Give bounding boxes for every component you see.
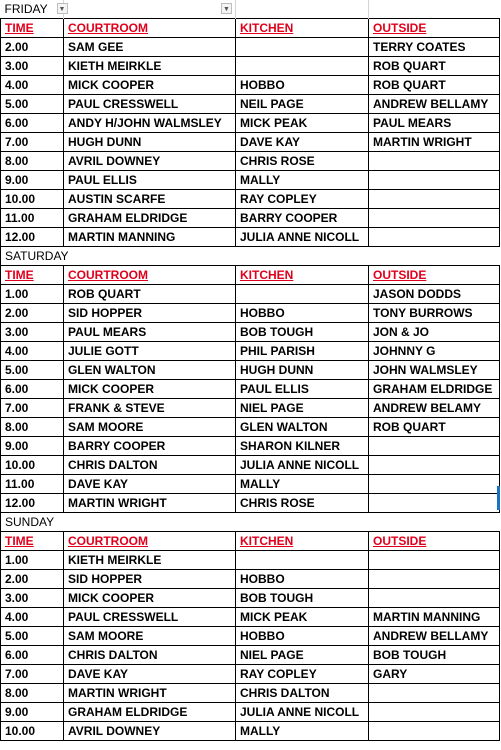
time-cell[interactable]: 1.00 bbox=[1, 551, 64, 570]
courtroom-cell[interactable]: ROB QUART bbox=[64, 285, 236, 304]
chevron-down-icon[interactable]: ▼ bbox=[221, 3, 232, 14]
courtroom-cell[interactable]: HUGH DUNN bbox=[64, 133, 236, 152]
time-cell[interactable]: 2.00 bbox=[1, 304, 64, 323]
kitchen-cell[interactable]: CHRIS ROSE bbox=[236, 152, 369, 171]
courtroom-cell[interactable]: CHRIS DALTON bbox=[64, 646, 236, 665]
time-cell[interactable]: 6.00 bbox=[1, 380, 64, 399]
kitchen-cell[interactable]: NEIL PAGE bbox=[236, 95, 369, 114]
outside-cell[interactable]: JON & JO bbox=[369, 323, 500, 342]
courtroom-cell[interactable]: MARTIN WRIGHT bbox=[64, 494, 236, 513]
table-row bbox=[1, 494, 500, 513]
table-row bbox=[1, 38, 500, 57]
kitchen-cell[interactable]: BOB TOUGH bbox=[236, 323, 369, 342]
column-header-courtroom[interactable]: COURTROOM bbox=[64, 266, 236, 285]
column-header-outside[interactable]: OUTSIDE bbox=[369, 19, 500, 38]
kitchen-cell[interactable] bbox=[236, 38, 369, 57]
column-header-kitchen[interactable]: KITCHEN bbox=[236, 19, 369, 38]
kitchen-cell[interactable]: MALLY bbox=[236, 171, 369, 190]
column-header-courtroom[interactable]: COURTROOM bbox=[64, 532, 236, 551]
table-row bbox=[1, 665, 500, 684]
time-cell[interactable]: 3.00 bbox=[1, 57, 64, 76]
table-row bbox=[1, 703, 500, 722]
courtroom-cell[interactable]: KIETH MEIRKLE bbox=[64, 551, 236, 570]
table-row bbox=[1, 342, 500, 361]
outside-cell[interactable] bbox=[369, 722, 500, 741]
time-cell[interactable]: 4.00 bbox=[1, 342, 64, 361]
courtroom-cell[interactable]: AUSTIN SCARFE bbox=[64, 190, 236, 209]
kitchen-cell[interactable]: PAUL ELLIS bbox=[236, 380, 369, 399]
outside-cell[interactable]: ANDREW BELLAMY bbox=[369, 95, 500, 114]
table-row bbox=[1, 361, 500, 380]
time-cell[interactable]: 9.00 bbox=[1, 703, 64, 722]
filter-cell-kitchen[interactable] bbox=[236, 0, 369, 19]
kitchen-cell[interactable]: HOBBO bbox=[236, 627, 369, 646]
courtroom-cell[interactable]: SAM MOORE bbox=[64, 627, 236, 646]
day-filter-label: FRIDAY bbox=[4, 2, 48, 17]
outside-cell[interactable]: ROB QUART bbox=[369, 418, 500, 437]
time-cell[interactable]: 11.00 bbox=[1, 209, 64, 228]
kitchen-cell[interactable]: MALLY bbox=[236, 722, 369, 741]
filter-header-row bbox=[1, 0, 500, 19]
kitchen-cell[interactable]: RAY COPLEY bbox=[236, 190, 369, 209]
table-row bbox=[1, 114, 500, 133]
outside-cell[interactable]: PAUL MEARS bbox=[369, 114, 500, 133]
table-row bbox=[1, 456, 500, 475]
table-row bbox=[1, 152, 500, 171]
time-cell[interactable]: 3.00 bbox=[1, 323, 64, 342]
courtroom-cell[interactable]: SID HOPPER bbox=[64, 570, 236, 589]
outside-cell[interactable] bbox=[369, 152, 500, 171]
time-cell[interactable]: 8.00 bbox=[1, 152, 64, 171]
kitchen-cell[interactable]: RAY COPLEY bbox=[236, 665, 369, 684]
courtroom-cell[interactable]: GRAHAM ELDRIDGE bbox=[64, 703, 236, 722]
time-cell[interactable]: 4.00 bbox=[1, 76, 64, 95]
table-row bbox=[1, 304, 500, 323]
kitchen-cell[interactable]: NIEL PAGE bbox=[236, 399, 369, 418]
table-row bbox=[1, 475, 500, 494]
time-cell[interactable]: 5.00 bbox=[1, 95, 64, 114]
courtroom-cell[interactable]: MARTIN WRIGHT bbox=[64, 684, 236, 703]
table-row bbox=[1, 323, 500, 342]
column-header-row bbox=[1, 532, 500, 551]
day-label[interactable]: SUNDAY bbox=[1, 513, 64, 532]
table-row bbox=[1, 646, 500, 665]
outside-cell[interactable]: MARTIN WRIGHT bbox=[369, 133, 500, 152]
time-cell[interactable]: 2.00 bbox=[1, 570, 64, 589]
filter-cell-day[interactable] bbox=[1, 0, 64, 19]
courtroom-cell[interactable]: BARRY COOPER bbox=[64, 437, 236, 456]
column-header-outside[interactable]: OUTSIDE bbox=[369, 266, 500, 285]
table-row bbox=[1, 171, 500, 190]
outside-cell[interactable] bbox=[369, 494, 500, 513]
table-row bbox=[1, 57, 500, 76]
kitchen-cell[interactable]: HOBBO bbox=[236, 76, 369, 95]
table-row bbox=[1, 608, 500, 627]
courtroom-cell[interactable]: CHRIS DALTON bbox=[64, 456, 236, 475]
table-row bbox=[1, 627, 500, 646]
courtroom-cell[interactable]: ANDY H/JOHN WALMSLEY bbox=[64, 114, 236, 133]
column-header-time[interactable]: TIME bbox=[1, 266, 64, 285]
time-cell[interactable]: 7.00 bbox=[1, 133, 64, 152]
kitchen-cell[interactable]: HOBBO bbox=[236, 570, 369, 589]
outside-cell[interactable] bbox=[369, 437, 500, 456]
day-label-row bbox=[1, 247, 500, 266]
column-header-time[interactable]: TIME bbox=[1, 532, 64, 551]
column-header-outside[interactable]: OUTSIDE bbox=[369, 532, 500, 551]
column-header-time[interactable]: TIME bbox=[1, 19, 64, 38]
outside-cell[interactable] bbox=[369, 209, 500, 228]
time-cell[interactable]: 10.00 bbox=[1, 722, 64, 741]
outside-cell[interactable] bbox=[369, 190, 500, 209]
cell-selection-handle[interactable] bbox=[497, 486, 500, 510]
kitchen-cell[interactable] bbox=[236, 551, 369, 570]
courtroom-cell[interactable]: PAUL CRESSWELL bbox=[64, 95, 236, 114]
outside-cell[interactable]: ANDREW BELLAMY bbox=[369, 627, 500, 646]
kitchen-cell[interactable]: GLEN WALTON bbox=[236, 418, 369, 437]
column-header-row bbox=[1, 19, 500, 38]
outside-cell[interactable] bbox=[369, 171, 500, 190]
time-cell[interactable]: 1.00 bbox=[1, 285, 64, 304]
courtroom-cell[interactable]: PAUL CRESSWELL bbox=[64, 608, 236, 627]
kitchen-cell[interactable]: JULIA ANNE NICOLL bbox=[236, 228, 369, 247]
table-row bbox=[1, 418, 500, 437]
outside-cell[interactable]: JOHN WALMSLEY bbox=[369, 361, 500, 380]
day-label-filler[interactable] bbox=[64, 247, 500, 266]
kitchen-cell[interactable]: DAVE KAY bbox=[236, 133, 369, 152]
outside-cell[interactable]: ROB QUART bbox=[369, 76, 500, 95]
time-cell[interactable]: 10.00 bbox=[1, 190, 64, 209]
courtroom-cell[interactable]: MICK COOPER bbox=[64, 380, 236, 399]
time-cell[interactable]: 10.00 bbox=[1, 456, 64, 475]
chevron-down-icon[interactable]: ▼ bbox=[57, 3, 68, 14]
outside-cell[interactable] bbox=[369, 570, 500, 589]
courtroom-cell[interactable]: MICK COOPER bbox=[64, 589, 236, 608]
kitchen-cell[interactable]: CHRIS DALTON bbox=[236, 684, 369, 703]
outside-cell[interactable]: JOHNNY G bbox=[369, 342, 500, 361]
kitchen-cell[interactable] bbox=[236, 57, 369, 76]
courtroom-cell[interactable]: GRAHAM ELDRIDGE bbox=[64, 209, 236, 228]
kitchen-cell[interactable]: MICK PEAK bbox=[236, 608, 369, 627]
time-cell[interactable]: 6.00 bbox=[1, 114, 64, 133]
time-cell[interactable]: 8.00 bbox=[1, 418, 64, 437]
courtroom-cell[interactable]: SAM MOORE bbox=[64, 418, 236, 437]
courtroom-cell[interactable]: GLEN WALTON bbox=[64, 361, 236, 380]
courtroom-cell[interactable]: DAVE KAY bbox=[64, 475, 236, 494]
table-row bbox=[1, 95, 500, 114]
column-header-kitchen[interactable]: KITCHEN bbox=[236, 266, 369, 285]
outside-cell[interactable] bbox=[369, 228, 500, 247]
day-label-row bbox=[1, 513, 500, 532]
table-row bbox=[1, 399, 500, 418]
kitchen-cell[interactable]: NIEL PAGE bbox=[236, 646, 369, 665]
table-row bbox=[1, 684, 500, 703]
column-header-row bbox=[1, 266, 500, 285]
time-cell[interactable]: 7.00 bbox=[1, 399, 64, 418]
kitchen-cell[interactable]: SHARON KILNER bbox=[236, 437, 369, 456]
courtroom-cell[interactable]: SAM GEE bbox=[64, 38, 236, 57]
outside-cell[interactable] bbox=[369, 551, 500, 570]
time-cell[interactable]: 6.00 bbox=[1, 646, 64, 665]
kitchen-cell[interactable]: MALLY bbox=[236, 475, 369, 494]
outside-cell[interactable]: GRAHAM ELDRIDGE bbox=[369, 380, 500, 399]
table-row bbox=[1, 722, 500, 741]
courtroom-cell[interactable]: MICK COOPER bbox=[64, 76, 236, 95]
courtroom-cell[interactable]: KIETH MEIRKLE bbox=[64, 57, 236, 76]
time-cell[interactable]: 7.00 bbox=[1, 665, 64, 684]
filter-cell-courtroom[interactable] bbox=[64, 0, 236, 19]
outside-cell[interactable]: MARTIN MANNING bbox=[369, 608, 500, 627]
kitchen-cell[interactable]: BARRY COOPER bbox=[236, 209, 369, 228]
day-label[interactable]: SATURDAY bbox=[1, 247, 64, 266]
time-cell[interactable]: 9.00 bbox=[1, 437, 64, 456]
time-cell[interactable]: 9.00 bbox=[1, 171, 64, 190]
outside-cell[interactable]: TERRY COATES bbox=[369, 38, 500, 57]
kitchen-cell[interactable]: PHIL PARISH bbox=[236, 342, 369, 361]
courtroom-cell[interactable]: SID HOPPER bbox=[64, 304, 236, 323]
outside-cell[interactable] bbox=[369, 475, 500, 494]
kitchen-cell[interactable]: JULIA ANNE NICOLL bbox=[236, 456, 369, 475]
courtroom-cell[interactable]: FRANK & STEVE bbox=[64, 399, 236, 418]
time-cell[interactable]: 12.00 bbox=[1, 494, 64, 513]
time-cell[interactable]: 11.00 bbox=[1, 475, 64, 494]
courtroom-cell[interactable]: PAUL ELLIS bbox=[64, 171, 236, 190]
kitchen-cell[interactable] bbox=[236, 285, 369, 304]
table-row bbox=[1, 76, 500, 95]
time-cell[interactable]: 5.00 bbox=[1, 627, 64, 646]
table-row bbox=[1, 190, 500, 209]
time-cell[interactable]: 3.00 bbox=[1, 589, 64, 608]
courtroom-cell[interactable]: AVRIL DOWNEY bbox=[64, 722, 236, 741]
courtroom-cell[interactable]: DAVE KAY bbox=[64, 665, 236, 684]
outside-cell[interactable]: ANDREW BELAMY bbox=[369, 399, 500, 418]
table-row bbox=[1, 570, 500, 589]
table-row bbox=[1, 589, 500, 608]
table-row bbox=[1, 209, 500, 228]
table-row bbox=[1, 551, 500, 570]
time-cell[interactable]: 8.00 bbox=[1, 684, 64, 703]
outside-cell[interactable]: BOB TOUGH bbox=[369, 646, 500, 665]
time-cell[interactable]: 4.00 bbox=[1, 608, 64, 627]
kitchen-cell[interactable]: HOBBO bbox=[236, 304, 369, 323]
time-cell[interactable]: 2.00 bbox=[1, 38, 64, 57]
kitchen-cell[interactable]: MICK PEAK bbox=[236, 114, 369, 133]
table-row bbox=[1, 285, 500, 304]
kitchen-cell[interactable]: JULIA ANNE NICOLL bbox=[236, 703, 369, 722]
courtroom-cell[interactable]: PAUL MEARS bbox=[64, 323, 236, 342]
outside-cell[interactable] bbox=[369, 589, 500, 608]
time-cell[interactable]: 5.00 bbox=[1, 361, 64, 380]
table-row bbox=[1, 437, 500, 456]
table-row bbox=[1, 228, 500, 247]
outside-cell[interactable] bbox=[369, 684, 500, 703]
kitchen-cell[interactable]: BOB TOUGH bbox=[236, 589, 369, 608]
table-row bbox=[1, 380, 500, 399]
day-label-filler[interactable] bbox=[64, 513, 500, 532]
outside-cell[interactable] bbox=[369, 703, 500, 722]
outside-cell[interactable]: ROB QUART bbox=[369, 57, 500, 76]
filter-cell-outside[interactable] bbox=[369, 0, 500, 19]
outside-cell[interactable] bbox=[369, 456, 500, 475]
time-cell[interactable]: 12.00 bbox=[1, 228, 64, 247]
courtroom-cell[interactable]: MARTIN MANNING bbox=[64, 228, 236, 247]
courtroom-cell[interactable]: JULIE GOTT bbox=[64, 342, 236, 361]
column-header-courtroom[interactable]: COURTROOM bbox=[64, 19, 236, 38]
kitchen-cell[interactable]: CHRIS ROSE bbox=[236, 494, 369, 513]
table-row bbox=[1, 133, 500, 152]
outside-cell[interactable]: TONY BURROWS bbox=[369, 304, 500, 323]
outside-cell[interactable]: GARY bbox=[369, 665, 500, 684]
outside-cell[interactable]: JASON DODDS bbox=[369, 285, 500, 304]
column-header-kitchen[interactable]: KITCHEN bbox=[236, 532, 369, 551]
kitchen-cell[interactable]: HUGH DUNN bbox=[236, 361, 369, 380]
courtroom-cell[interactable]: AVRIL DOWNEY bbox=[64, 152, 236, 171]
